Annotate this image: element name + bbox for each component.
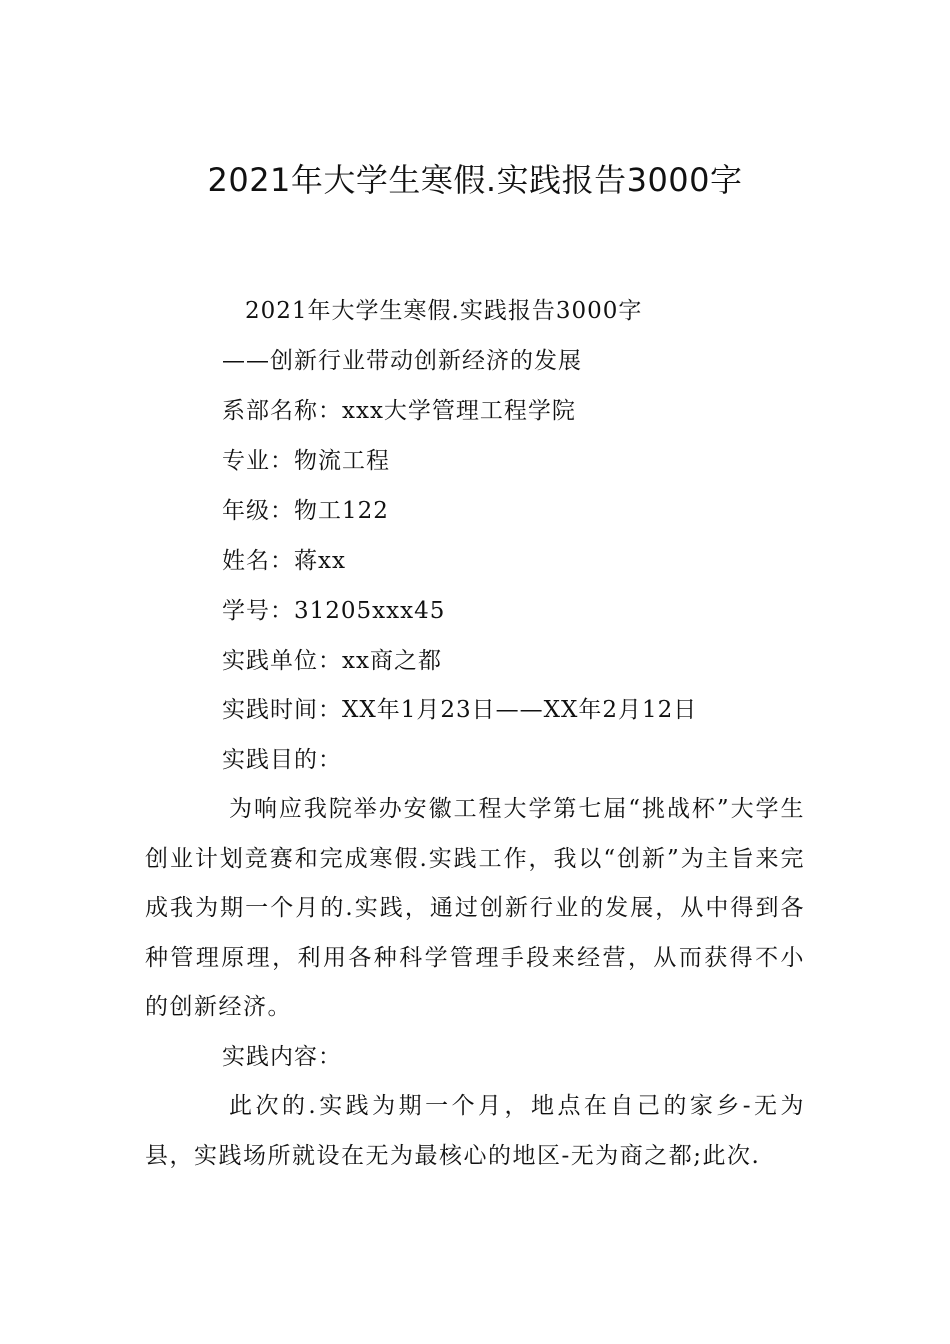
purpose-paragraph: 为响应我院举办安徽工程大学第七届“挑战杯”大学生创业计划竞赛和完成寒假.实践工作，我以“创新”为主旨来完成我为期一个月的.实践，通过创新行业的发展，从中得到各种管理原理，利用各种科学管理手段来经营，从而获得不小的创新经济。 xyxy=(145,796,805,1021)
document-title: 2021年大学生寒假.实践报告3000字 xyxy=(207,161,743,199)
grade-line: 年级：物工122 xyxy=(222,498,389,524)
department-line: 系部名称：xxx大学管理工程学院 xyxy=(222,398,576,424)
practice-time-line: 实践时间：XX年1月23日——XX年2月12日 xyxy=(222,697,698,723)
student-id-line: 学号：31205xxx45 xyxy=(222,598,446,624)
major-line: 专业：物流工程 xyxy=(222,448,390,474)
practice-unit-line: 实践单位：xx商之都 xyxy=(222,648,442,674)
content-heading: 实践内容： xyxy=(222,1044,342,1070)
name-line: 姓名：蒋xx xyxy=(222,548,346,574)
content-paragraph: 此次的.实践为期一个月，地点在自己的家乡-无为县，实践场所就设在无为最核心的地区-无为商之都;此次. xyxy=(145,1093,805,1169)
theme-line: ——创新行业带动创新经济的发展 xyxy=(222,348,582,374)
subtitle-line: 2021年大学生寒假.实践报告3000字 xyxy=(245,298,643,324)
purpose-heading: 实践目的： xyxy=(222,747,342,773)
